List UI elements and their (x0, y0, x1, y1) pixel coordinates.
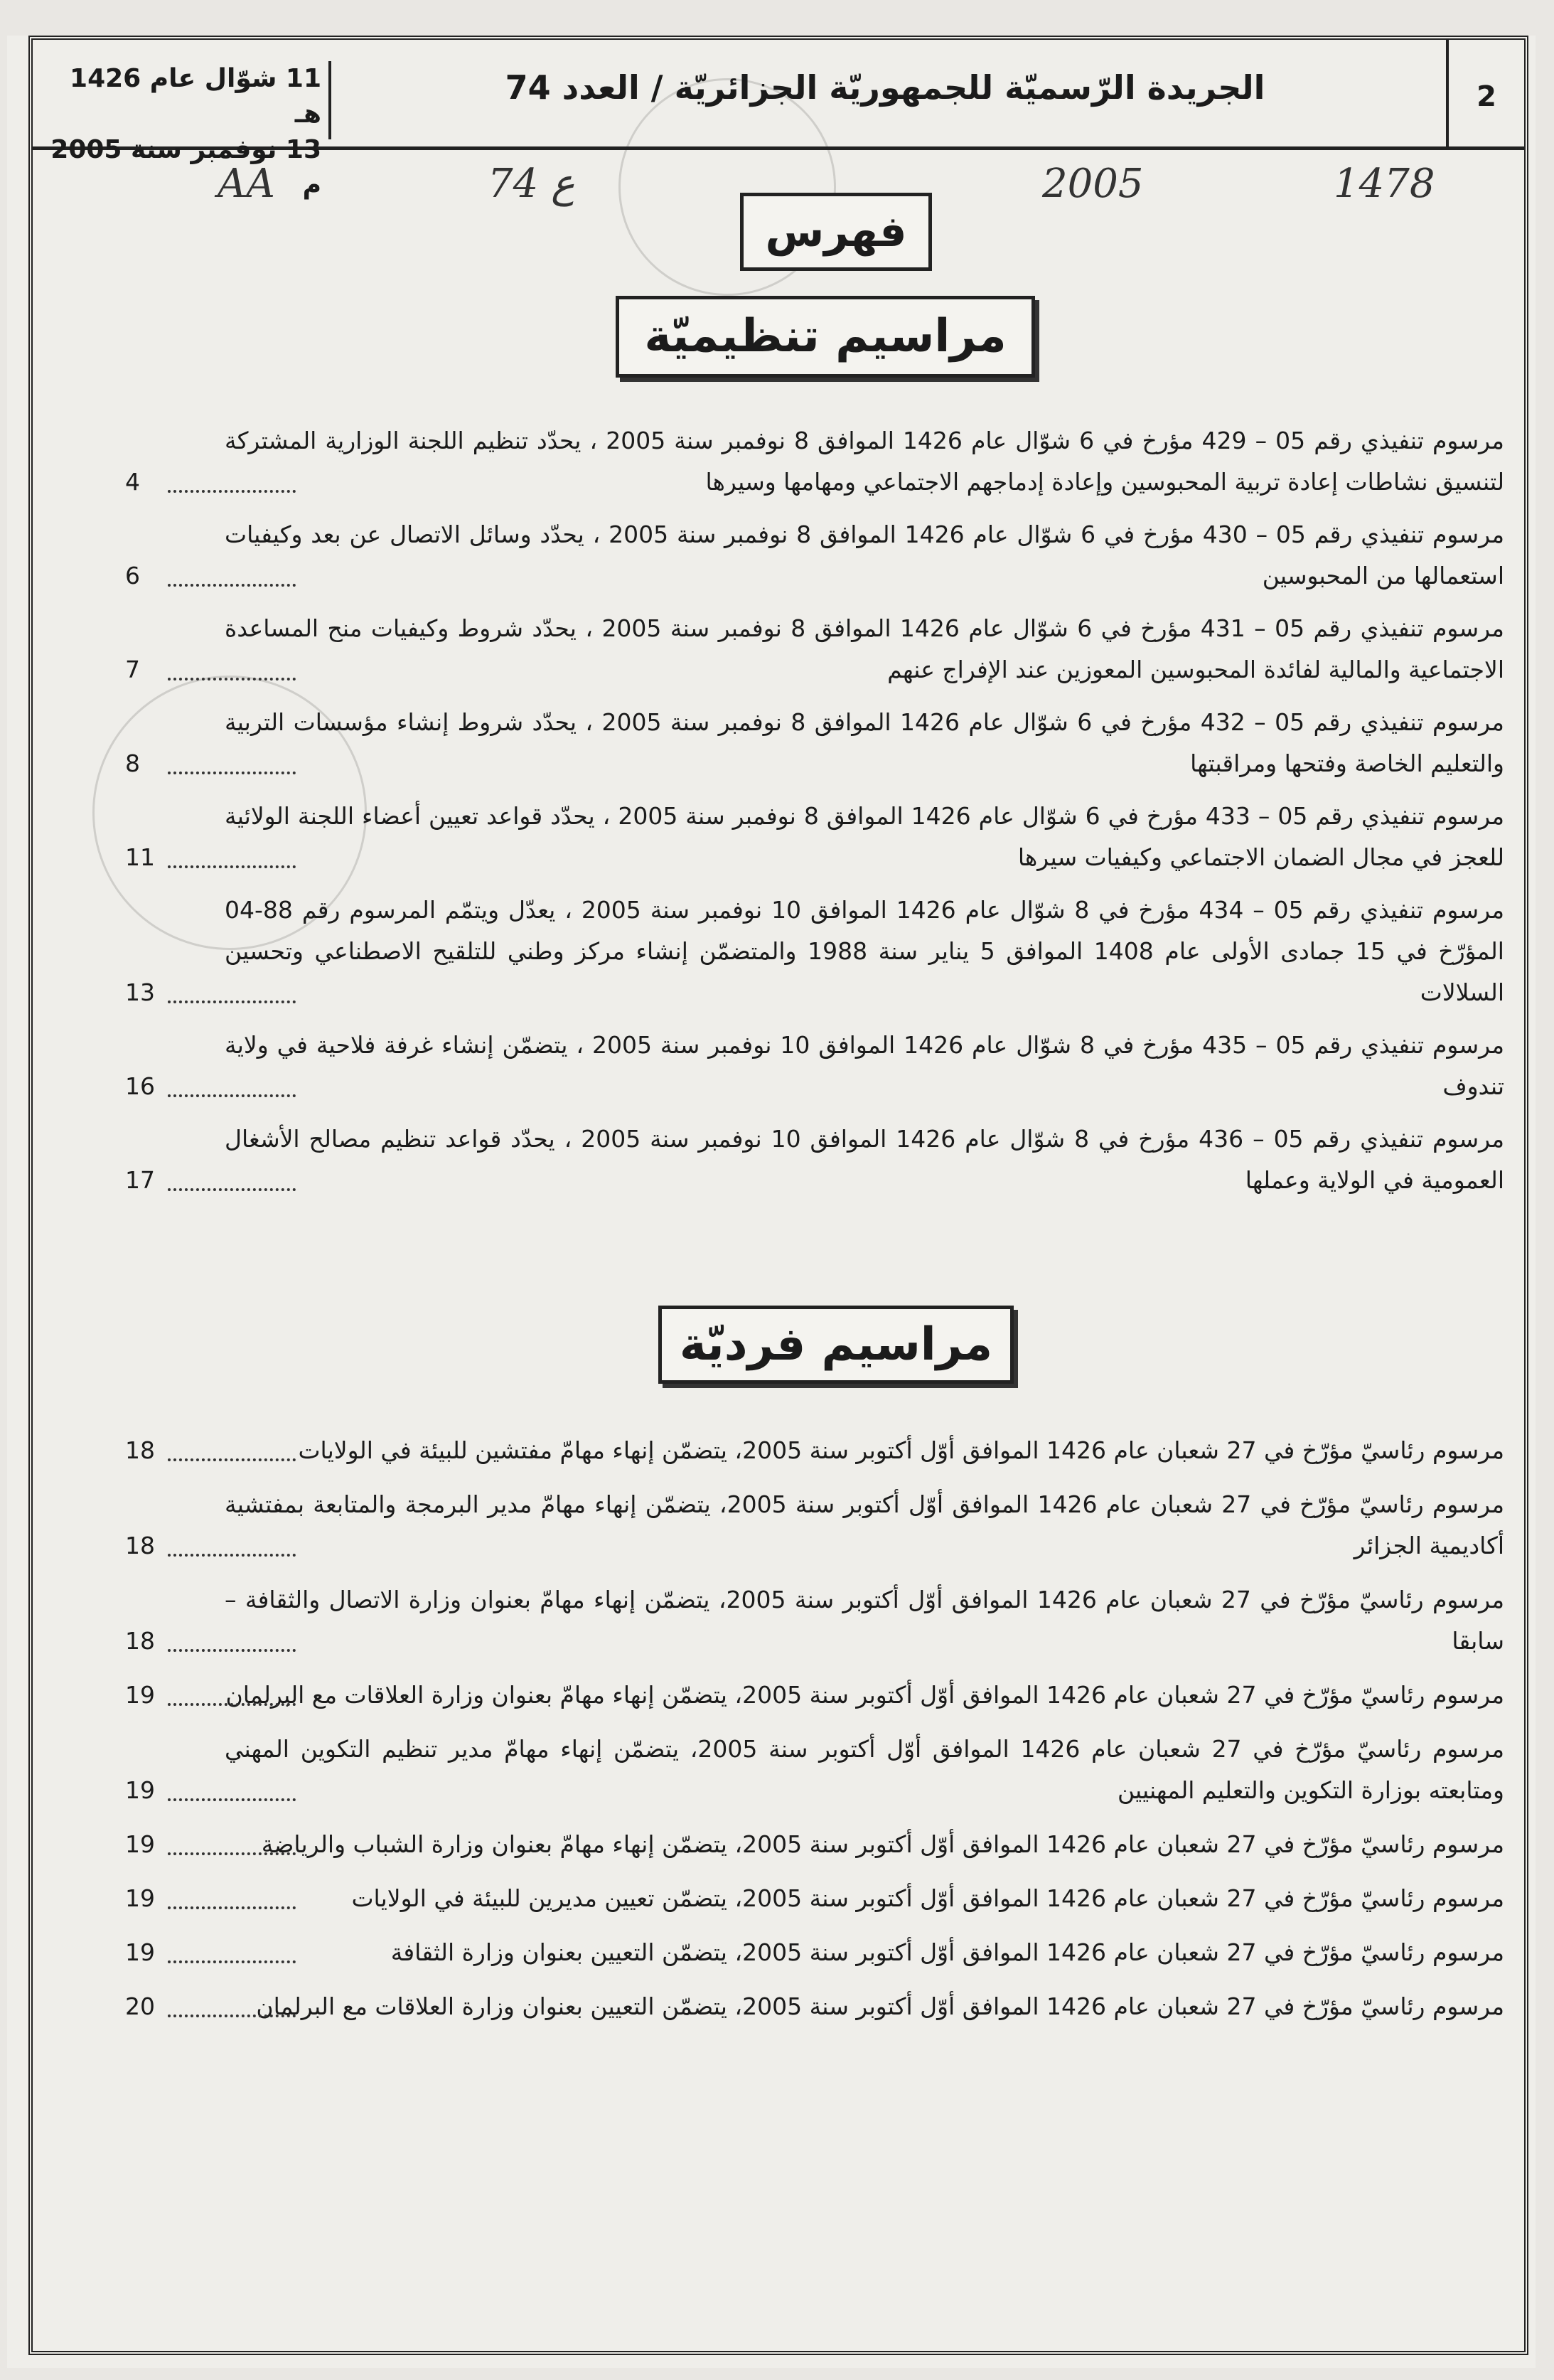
leader-dots (168, 678, 296, 681)
journal-title: الجريدة الرّسميّة للجمهوريّة الجزائريّة / العدد 74 (505, 68, 1265, 107)
entry-text: مرسوم تنفيذي رقم 05 – 434 مؤرخ في 8 شوّال عام 1426 الموافق 10 نوفمبر سنة 2005 ، يعدّل ويتمّم المرسوم رقم 88-04 المؤرّخ في 15 جمادى الأولى عام 1408 الموافق 5 يناير سنة 1988 والمتضمّن إنشاء مركز وطني للتلقيح الاصطناعي وتحسين السلالات (225, 896, 1505, 1006)
entry-page-number: 16 (125, 1072, 155, 1100)
leader-dots (168, 1094, 296, 1097)
entry-page-number: 6 (125, 562, 140, 589)
index-entry (125, 1119, 1505, 1201)
leader-dots (168, 1852, 296, 1855)
document-page (7, 36, 1536, 2368)
entry-page-number: 19 (125, 1884, 155, 1912)
index-entry (125, 1430, 1504, 1471)
entry-text: مرسوم تنفيذي رقم 05 – 432 مؤرخ في 6 شوّال عام 1426 الموافق 8 نوفمبر سنة 2005 ، يحدّد شروط إنشاء مؤسسات التربية والتعليم الخاصة وفتحها ومراقبتها (225, 708, 1504, 777)
leader-dots (168, 490, 296, 493)
index-entry (125, 1878, 1504, 1919)
entry-page-number: 18 (125, 1436, 155, 1464)
entry-page-number: 4 (125, 468, 140, 496)
entry-page-number: 11 (125, 843, 155, 871)
index-entry (125, 1484, 1505, 1567)
index-entry (125, 890, 1505, 1013)
entry-page-number: 13 (125, 978, 155, 1006)
leader-dots (168, 2015, 296, 2017)
leader-dots (168, 1458, 296, 1461)
entry-text: مرسوم رئاسيّ مؤرّخ في 27 شعبان عام 1426 الموافق أوّل أكتوبر سنة 2005، يتضمّن إنهاء مهامّ مفتشين للبيئة في الولايات (298, 1436, 1504, 1464)
hijri-date: 11 شوّال عام 1426 هـ (70, 64, 321, 129)
entry-page-number: 19 (125, 1938, 155, 1966)
index-entry (125, 514, 1504, 597)
index-entry (125, 796, 1505, 878)
individual-decrees-list (125, 1430, 1505, 2040)
leader-dots (168, 1906, 296, 1909)
leader-dots (168, 1798, 296, 1801)
index-entry (125, 1025, 1505, 1107)
entry-text: مرسوم رئاسيّ مؤرّخ في 27 شعبان عام 1426 الموافق أوّل أكتوبر سنة 2005، يتضمّن التعيين بعنوان وزارة الثقافة (390, 1938, 1504, 1966)
entry-page-number: 8 (125, 749, 140, 777)
entry-text: مرسوم رئاسيّ مؤرّخ في 27 شعبان عام 1426 الموافق أوّل أكتوبر سنة 2005، يتضمّن تعيين مديرين للبيئة في الولايات (351, 1884, 1504, 1912)
page-frame (28, 36, 1528, 2355)
entry-text: مرسوم تنفيذي رقم 05 – 431 مؤرخ في 6 شوّال عام 1426 الموافق 8 نوفمبر سنة 2005 ، يحدّد شروط وكيفيات منح المساعدة الاجتماعية والمالية لفائدة المحبوسين المعوزين عند الإفراج عنهم (225, 614, 1504, 683)
section-title-individual: مراسيم فرديّة (658, 1306, 1014, 1384)
leader-dots (168, 1188, 296, 1191)
index-entry (125, 1729, 1505, 1811)
index-entry (125, 702, 1504, 784)
leader-dots (168, 772, 296, 774)
entry-text: مرسوم تنفيذي رقم 05 – 433 مؤرخ في 6 شوّال عام 1426 الموافق 8 نوفمبر سنة 2005 ، يحدّد قواعد تعيين أعضاء اللجنة الولائية للعجز في مجال الضمان الاجتماعي وكيفيات سيرها (225, 802, 1505, 871)
section-title-regulatory: مراسيم تنظيميّة (616, 296, 1035, 378)
leader-dots (168, 865, 296, 868)
entry-text: مرسوم رئاسيّ مؤرّخ في 27 شعبان عام 1426 الموافق أوّل أكتوبر سنة 2005، يتضمّن إنهاء مهامّ مدير البرمجة والمتابعة بمفتشية أكاديمية الجزائر (225, 1490, 1505, 1559)
entry-text: مرسوم تنفيذي رقم 05 – 436 مؤرخ في 8 شوّال عام 1426 الموافق 10 نوفمبر سنة 2005 ، يحدّد قواعد تنظيم مصالح الأشغال العمومية في الولاية وعملها (225, 1125, 1505, 1194)
page-number: 2 (1446, 40, 1524, 146)
index-entry (125, 420, 1504, 503)
gregorian-date: 13 نوفمبر سنة 2005 م (50, 135, 321, 200)
leader-dots (168, 1649, 296, 1652)
entry-page-number: 17 (125, 1166, 155, 1194)
leader-dots (168, 584, 296, 587)
leader-dots (168, 1000, 296, 1003)
handwritten-note: 2005 (1042, 161, 1144, 207)
leader-dots (168, 1554, 296, 1557)
entry-page-number: 19 (125, 1681, 155, 1709)
handwritten-note: 1478 (1334, 161, 1435, 207)
entry-text: مرسوم رئاسيّ مؤرّخ في 27 شعبان عام 1426 الموافق أوّل أكتوبر سنة 2005، يتضمّن إنهاء مهامّ مدير تنظيم التكوين المهني ومتابعته بوزارة التكوين والتعليم المهنيين (225, 1735, 1505, 1804)
regulatory-decrees-list (125, 420, 1505, 1212)
entry-page-number: 7 (125, 656, 140, 683)
index-entry (125, 1932, 1504, 1973)
entry-text: مرسوم تنفيذي رقم 05 – 430 مؤرخ في 6 شوّال عام 1426 الموافق 8 نوفمبر سنة 2005 ، يحدّد وسائل الاتصال عن بعد وكيفيات استعمالها من المحبوسين (225, 521, 1504, 589)
entry-page-number: 19 (125, 1830, 155, 1858)
entry-page-number: 20 (125, 1992, 155, 2020)
entry-text: مرسوم رئاسيّ مؤرّخ في 27 شعبان عام 1426 الموافق أوّل أكتوبر سنة 2005، يتضمّن إنهاء مهامّ بعنوان وزارة العلاقات مع البرلمان (225, 1681, 1504, 1709)
index-entry (125, 1579, 1504, 1662)
index-entry (125, 1675, 1504, 1716)
entry-text: مرسوم رئاسيّ مؤرّخ في 27 شعبان عام 1426 الموافق أوّل أكتوبر سنة 2005، يتضمّن التعيين بعنوان وزارة العلاقات مع البرلمان (256, 1992, 1504, 2020)
entry-page-number: 19 (125, 1776, 155, 1804)
handwritten-note: AA (218, 161, 275, 207)
entry-text: مرسوم رئاسيّ مؤرّخ في 27 شعبان عام 1426 الموافق أوّل أكتوبر سنة 2005، يتضمّن إنهاء مهامّ بعنوان وزارة الاتصال والثقافة – سابقا (225, 1586, 1504, 1655)
leader-dots (168, 1703, 296, 1706)
entry-page-number: 18 (125, 1532, 155, 1559)
entry-text: مرسوم تنفيذي رقم 05 – 429 مؤرخ في 6 شوّال عام 1426 الموافق 8 نوفمبر سنة 2005 ، يحدّد تنظيم اللجنة الوزارية المشتركة لتنسيق نشاطات إعادة تربية المحبوسين وإعادة إدماجهم الاجتماعي ومهامها وسيرها (225, 427, 1504, 496)
index-entry (125, 1986, 1504, 2027)
entry-page-number: 18 (125, 1627, 155, 1655)
entry-text: مرسوم تنفيذي رقم 05 – 435 مؤرخ في 8 شوّال عام 1426 الموافق 10 نوفمبر سنة 2005 ، يتضمّن إنشاء غرفة فلاحية في ولاية تندوف (225, 1031, 1505, 1100)
index-entry (125, 1824, 1504, 1865)
index-entry (125, 608, 1504, 690)
entry-text: مرسوم رئاسيّ مؤرّخ في 27 شعبان عام 1426 الموافق أوّل أكتوبر سنة 2005، يتضمّن إنهاء مهامّ بعنوان وزارة الشباب والرياضة (261, 1830, 1504, 1858)
handwritten-note: 74 ع (488, 161, 575, 207)
leader-dots (168, 1960, 296, 1963)
index-title: فهرس (740, 193, 932, 271)
